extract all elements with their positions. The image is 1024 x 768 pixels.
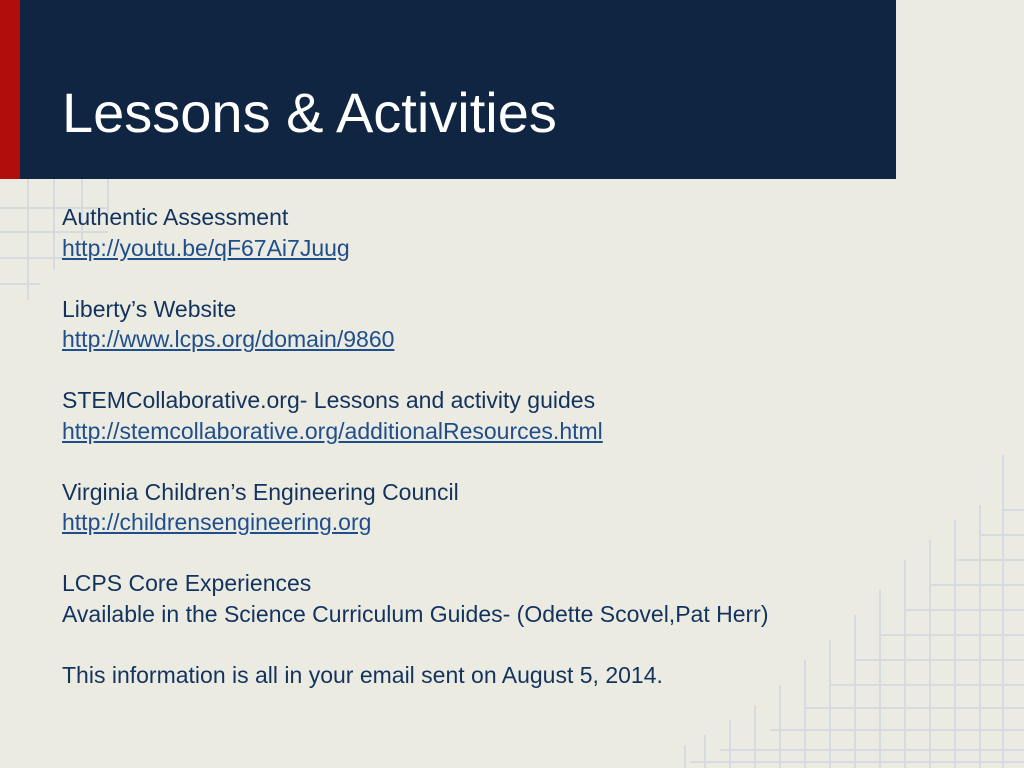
childrens-engineering-link[interactable]: http://childrensengineering.org (62, 509, 372, 535)
lcps-domain-link[interactable]: http://www.lcps.org/domain/9860 (62, 326, 395, 352)
stem-collaborative-link[interactable]: http://stemcollaborative.org/additionalResources.html (62, 417, 603, 444)
entry-label: Liberty’s Website (62, 295, 237, 322)
entry-lcps-core-experiences (62, 568, 962, 629)
entry-liberty-website (62, 294, 962, 355)
entry-label: Authentic Assessment (62, 204, 289, 230)
accent-red-bar (0, 0, 20, 179)
content-body (62, 202, 962, 721)
entry-childrens-engineering (62, 477, 962, 538)
slide-title: Lessons & Activities (62, 81, 557, 144)
closing-note (62, 660, 962, 691)
closing-text: This information is all in your email sent on August 5, 2014. (62, 661, 663, 688)
entry-label: Virginia Children’s Engineering Council (62, 478, 459, 505)
youtube-link[interactable]: http://youtu.be/qF67Ai7Juug (62, 234, 350, 261)
entry-label: LCPS Core Experiences (62, 570, 312, 596)
entry-authentic-assessment (62, 202, 962, 263)
entry-label: STEMCollaborative.org- Lessons and activity guides (62, 387, 596, 413)
entry-stem-collaborative (62, 385, 962, 446)
entry-description: Available in the Science Curriculum Guides- (Odette Scovel,Pat Herr) (62, 600, 769, 627)
